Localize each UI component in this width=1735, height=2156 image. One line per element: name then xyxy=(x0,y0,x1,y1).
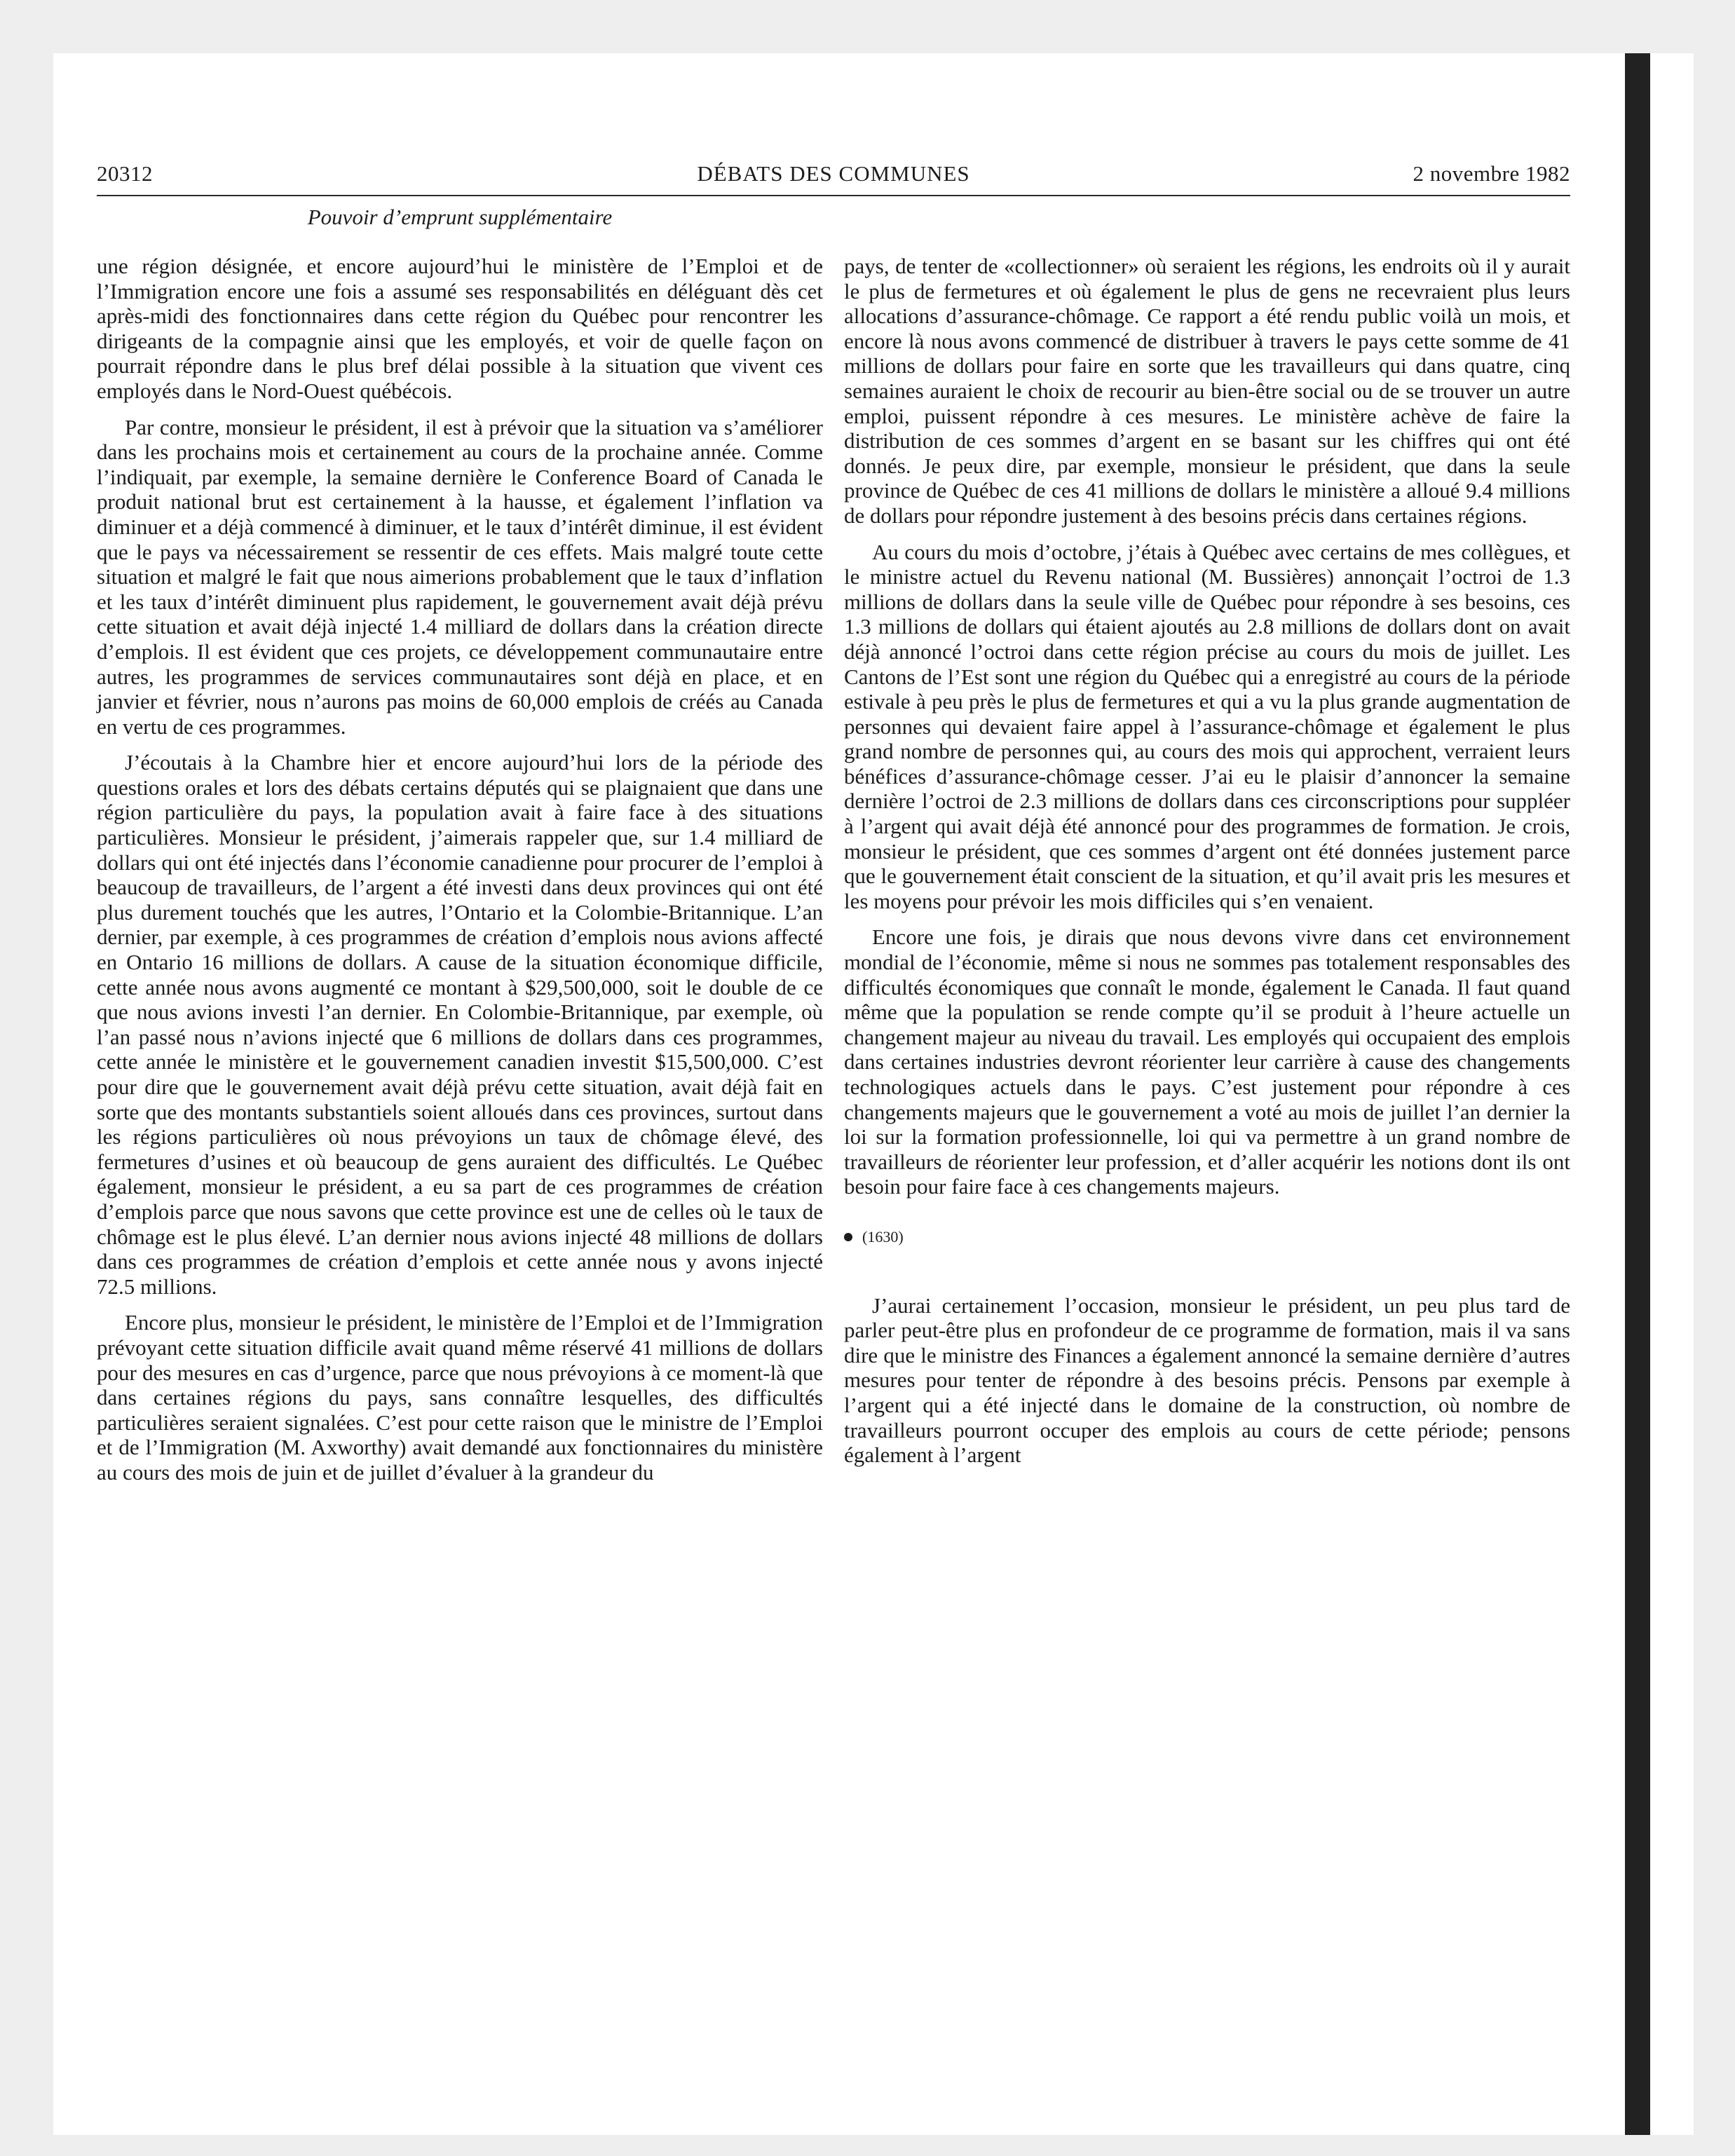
paragraph: Au cours du mois d’octobre, j’étais à Québec avec certains de mes collègues, et le ministre actuel du Revenu national (M. Bussières) annonçait l’octroi de 1.3 millions de dollars dans la seule ville de Québec pour répondre à ses besoins, ces 1.3 millions de dollars qui étaient ajoutés au 2.8 millions de dollars dont on avait déjà annoncé l’octroi dans cette région précise au cours du mois de juillet. Les Cantons de l’Est sont une région du Québec qui a enregistré au cours de la période estivale à peu près le plus de fermetures et qui a vu la plus grande augmentation de personnes qui devaient faire appel à l’assurance-chômage et également le plus grand nombre de personnes qui, au cours des mois qui approchent, verraient leurs bénéfices d’assurance-chômage cesser. J’ai eu le plaisir d’annoncer la semaine dernière l’octroi de 2.3 millions de dollars dans ces circonscriptions pour suppléer à l’argent qui avait déjà été annoncé pour des programmes de formation. Je crois, monsieur le président, que ces sommes d’argent ont été données justement parce que le gouvernement était conscient de la situation, et qu’il avait pris les mesures et les moyens pour prévoir les mois difficiles qui s’en venaient. xyxy=(844,539,1570,913)
left-column xyxy=(97,254,823,1496)
page-number: 20312 xyxy=(97,161,153,186)
subject-heading: Pouvoir d’emprunt supplémentaire xyxy=(307,205,613,229)
time-marker-text: (1630) xyxy=(862,1227,904,1246)
scan-edge-bar xyxy=(1625,53,1650,2135)
paragraph: J’écoutais à la Chambre hier et encore aujourd’hui lors de la période des questions orales et lors des débats certains députés qui se plaignaient que dans une région particulière du pays, la population avait à faire face à des situations particulières. Monsieur le président, j’aimerais rappeler que, sur 1.4 milliard de dollars qui ont été injectés dans l’économie canadienne pour procurer de l’emploi à beaucoup de travailleurs, de l’argent a été investi dans deux provinces qui ont été plus durement touchés que les autres, l’Ontario et la Colombie-Britannique. L’an dernier, par exemple, à ces programmes de création d’emplois nous avions affecté en Ontario 16 millions de dollars. A cause de la situation économique difficile, cette année nous avons augmenté ce montant à $29,500,000, soit le double de ce que nous avions investi l’an dernier. En Colombie-Britannique, par exemple, où l’an passé nous n’avions injecté que 6 millions de dollars dans ces programmes, cette année le ministère et le gouvernement canadien investit $15,500,000. C’est pour dire que le gouvernement avait déjà prévu cette situation, avait déjà fait en sorte que des montants substantiels soient alloués dans ces provinces, surtout dans les régions particulières où nous prévoyions un taux de chômage élevé, des fermetures d’usines et où beaucoup de gens auraient des difficultés. Le Québec également, monsieur le président, a eu sa part de ces programmes de création d’emplois parce que nous savons que cette province est une de celles où le taux de chômage est le plus élevé. L’an dernier nous avions injecté 48 millions de dollars dans ces programmes de création d’emplois et cette année nous y avons injecté 72.5 millions. xyxy=(97,750,823,1299)
time-marker xyxy=(844,1224,1570,1250)
page-header xyxy=(97,161,1570,196)
paragraph: Encore une fois, je dirais que nous devons vivre dans cet environnement mondial de l’économie, même si nous ne sommes pas totalement responsables des difficultés économiques que connaît le monde, également le Canada. Il faut quand même que la population se rende compte qu’il se produit à l’heure actuelle un changement majeur au niveau du travail. Les employés qui occupaient des emplois dans certaines industries devront réorienter leur carrière à cause des changements technologiques actuels dans le pays. C’est justement pour répondre à ces changements majeurs que le gouvernement a voté au mois de juillet l’an dernier la loi sur la formation professionnelle, loi qui va permettre à un grand nombre de travailleurs de réorienter leur profession, et d’aller acquérir les notions dont ils ont besoin pour faire face à ces changements majeurs. xyxy=(844,925,1570,1199)
paragraph: une région désignée, et encore aujourd’hui le ministère de l’Emploi et de l’Immigration encore une fois a assumé ses responsabilités en déléguant dès cet après-midi des fonctionnaires dans cette région du Québec pour rencontrer les dirigeants de la compagnie ainsi que les employés, et voir de quelle façon on pourrait répondre dans le plus bref délai possible à la situation que vivent ces employés dans le Nord-Ouest québécois. xyxy=(97,254,823,403)
publication-title: DÉBATS DES COMMUNES xyxy=(697,161,970,186)
header-rule xyxy=(97,195,1570,196)
right-column xyxy=(844,254,1570,1479)
bullet-dot-icon xyxy=(844,1233,852,1241)
paragraph: Encore plus, monsieur le président, le ministère de l’Emploi et de l’Immigration prévoyant cette situation difficile avait quand même réservé 41 millions de dollars pour des mesures en cas d’urgence, parce que nous prévoyions à ce moment-là que dans certaines régions du pays, sans connaître lesquelles, des difficultés particulières seraient signalées. C’est pour cette raison que le ministre de l’Emploi et de l’Immigration (M. Axworthy) avait demandé aux fonctionnaires du ministère au cours des mois de juin et de juillet d’évaluer à la grandeur du xyxy=(97,1310,823,1485)
paragraph: Par contre, monsieur le président, il est à prévoir que la situation va s’améliorer dans les prochains mois et certainement au cours de la prochaine année. Comme l’indiquait, par exemple, la semaine dernière le Conference Board of Canada le produit national brut est certainement à la hausse, et également l’inflation va diminuer et a déjà commencé à diminuer, et le taux d’intérêt diminue, il est évident que le pays va nécessairement se ressentir de ces effets. Mais malgré toute cette situation et malgré le fait que nous aimerions probablement que le taux d’inflation et les taux d’intérêt diminuent plus rapidement, le gouvernement avait déjà prévu cette situation et avait déjà injecté 1.4 milliard de dollars dans la création directe d’emplois. Il est évident que ces projets, ce développement communautaire entre autres, les programmes de services communautaires sont déjà en place, et en janvier et février, nous n’aurons pas moins de 60,000 emplois de créés au Canada en vertu de ces programmes. xyxy=(97,414,823,739)
paragraph: pays, de tenter de «collectionner» où seraient les régions, les endroits où il y aurait le plus de fermetures et où également le plus de gens ne recevraient plus leurs allocations d’assurance-chômage. Ce rapport a été rendu public voilà un mois, et encore là nous avons commencé de distribuer à travers le pays cette somme de 41 millions de dollars pour faire en sorte que les travailleurs qui dans quatre, cinq semaines auraient le choix de recourir au bien-être social ou de se trouver un autre emploi, puissent répondre à ces mesures. Le ministère achève de faire la distribution de ces sommes d’argent en se basant sur les chiffres qui ont été donnés. Je peux dire, par exemple, monsieur le président, que dans la seule province de Québec de ces 41 millions de dollars le ministère a alloué 9.4 millions de dollars pour répondre justement à des besoins précis dans certaines régions. xyxy=(844,254,1570,528)
paragraph: J’aurai certainement l’occasion, monsieur le président, un peu plus tard de parler peut-être plus en profondeur de ce programme de formation, mais il va sans dire que le ministre des Finances a également annoncé la semaine dernière d’autres mesures pour tenter de répondre à des besoins précis. Pensons par exemple à l’argent qui a été injecté dans le domaine de la construction, où nombre de travailleurs pourront occuper des emplois au cours de cette période; pensons également à l’argent xyxy=(844,1292,1570,1468)
page-date: 2 novembre 1982 xyxy=(1413,161,1570,186)
